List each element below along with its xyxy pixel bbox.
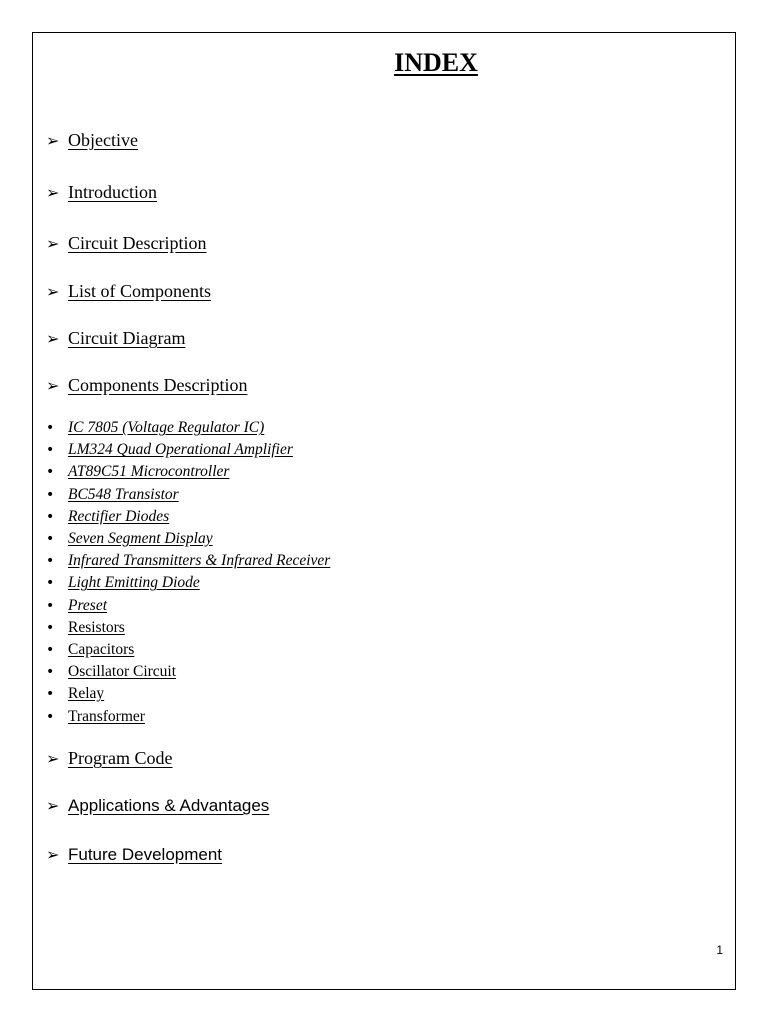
- index-item-label[interactable]: Introduction: [68, 182, 157, 202]
- bullet-icon: •: [46, 553, 55, 570]
- bullet-icon: •: [46, 708, 55, 725]
- bullet-icon: •: [46, 686, 55, 703]
- sub-item-label[interactable]: Infrared Transmitters & Infrared Receiver: [68, 552, 331, 570]
- sub-item-label[interactable]: Oscillator Circuit: [68, 663, 177, 681]
- bullet-icon: •: [46, 420, 55, 437]
- sub-list-item[interactable]: [46, 683, 330, 705]
- index-item-introduction[interactable]: [46, 182, 157, 203]
- arrow-bullet-icon: ➢: [46, 328, 60, 348]
- components-sub-list: [46, 417, 330, 728]
- index-item-program-code[interactable]: [46, 748, 172, 769]
- bullet-icon: •: [46, 641, 55, 658]
- bullet-icon: •: [46, 619, 55, 636]
- index-item-label[interactable]: Future Development: [68, 845, 223, 864]
- arrow-bullet-icon: ➢: [46, 845, 60, 864]
- index-item-label[interactable]: Applications & Advantages: [68, 796, 270, 815]
- sub-item-label[interactable]: Light Emitting Diode: [68, 574, 200, 592]
- sub-item-label[interactable]: Relay: [68, 685, 105, 703]
- bullet-icon: •: [46, 575, 55, 592]
- arrow-bullet-icon: ➢: [46, 130, 60, 150]
- sub-list-item[interactable]: [46, 550, 330, 572]
- sub-list-item[interactable]: [46, 595, 330, 617]
- index-item-label[interactable]: Circuit Description: [68, 233, 207, 253]
- arrow-bullet-icon: ➢: [46, 281, 60, 301]
- index-item-label[interactable]: List of Components: [68, 281, 211, 301]
- page-title: INDEX: [394, 48, 478, 77]
- sub-list-item[interactable]: [46, 617, 330, 639]
- index-item-label[interactable]: Program Code: [68, 748, 173, 768]
- bullet-icon: •: [46, 664, 55, 681]
- sub-item-label[interactable]: BC548 Transistor: [68, 485, 179, 503]
- index-item-circuit-description[interactable]: [46, 233, 206, 254]
- sub-item-label[interactable]: Rectifier Diodes: [68, 507, 170, 525]
- bullet-icon: •: [46, 531, 55, 548]
- sub-list-item[interactable]: [46, 528, 330, 550]
- sub-item-label[interactable]: LM324 Quad Operational Amplifier: [68, 441, 293, 459]
- arrow-bullet-icon: ➢: [46, 796, 60, 815]
- bullet-icon: •: [46, 597, 55, 614]
- bullet-icon: •: [46, 508, 55, 525]
- sub-list-item[interactable]: [46, 439, 330, 461]
- sub-list-item[interactable]: [46, 506, 330, 528]
- sub-list-item[interactable]: [46, 705, 330, 727]
- sub-item-label[interactable]: AT89C51 Microcontroller: [68, 463, 230, 481]
- bullet-icon: •: [46, 464, 55, 481]
- index-item-label[interactable]: Components Description: [68, 375, 248, 395]
- sub-item-label[interactable]: Seven Segment Display: [68, 530, 213, 548]
- index-item-applications-advantages[interactable]: [46, 796, 269, 816]
- arrow-bullet-icon: ➢: [46, 182, 60, 202]
- arrow-bullet-icon: ➢: [46, 748, 60, 768]
- sub-item-label[interactable]: Transformer: [68, 707, 145, 725]
- sub-list-item[interactable]: [46, 484, 330, 506]
- sub-list-item[interactable]: [46, 572, 330, 594]
- bullet-icon: •: [46, 442, 55, 459]
- index-item-label[interactable]: Circuit Diagram: [68, 328, 186, 348]
- sub-list-item[interactable]: [46, 639, 330, 661]
- index-item-list-of-components[interactable]: [46, 281, 211, 302]
- sub-list-item[interactable]: [46, 417, 330, 439]
- index-item-future-development[interactable]: [46, 845, 222, 865]
- index-item-objective[interactable]: [46, 130, 138, 151]
- sub-item-label[interactable]: Capacitors: [68, 640, 135, 658]
- sub-list-item[interactable]: [46, 461, 330, 483]
- sub-item-label[interactable]: Resistors: [68, 618, 125, 636]
- sub-item-label[interactable]: Preset: [68, 596, 108, 614]
- index-item-label[interactable]: Objective: [68, 130, 138, 150]
- sub-list-item[interactable]: [46, 661, 330, 683]
- arrow-bullet-icon: ➢: [46, 375, 60, 395]
- arrow-bullet-icon: ➢: [46, 233, 60, 253]
- index-item-components-description[interactable]: [46, 375, 247, 396]
- index-item-circuit-diagram[interactable]: [46, 328, 185, 349]
- page-number: 1: [716, 943, 723, 957]
- sub-item-label[interactable]: IC 7805 (Voltage Regulator IC): [68, 419, 265, 437]
- bullet-icon: •: [46, 486, 55, 503]
